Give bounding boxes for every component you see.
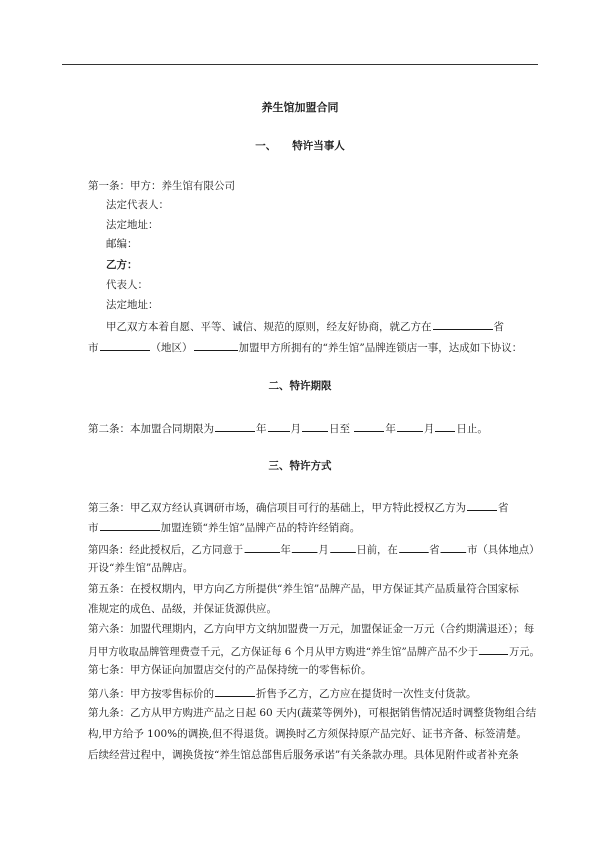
clause-4-line-1 <box>88 543 539 556</box>
preamble-region-word: （地区） <box>150 342 193 354</box>
clause-7-line: 第七条：甲方保证向加盟店交付的产品保持统一的零售标价。 <box>88 664 372 676</box>
clause-6-line-1: 第六条：加盟代理期内，乙方向甲方文纳加盟费一万元，加盟保证金一万元（合约期满退还）；每 <box>88 623 535 635</box>
start-day-blank[interactable] <box>302 422 328 432</box>
day-end-word: 日止。 <box>456 423 488 435</box>
party-a-name: 养生馆有限公司 <box>161 180 235 192</box>
clause-4-month-blank[interactable] <box>292 543 318 553</box>
clause-4-day-blank[interactable] <box>330 543 356 553</box>
preamble-line-2 <box>88 341 522 354</box>
clause-1-prefix: 第一条：甲方： <box>88 180 162 192</box>
preamble-text-2: 加盟甲方所拥有的“养生馆”品牌连锁店一事，达成如下协议： <box>238 342 523 354</box>
party-b-address-label: 法定地址： <box>106 299 159 311</box>
clause-3-line-2 <box>88 521 360 534</box>
end-day-blank[interactable] <box>435 422 455 432</box>
clause-9-line-2: 构,甲方给予 100%的调换,但不得退货。调换时乙方须保持原产品完好、证书齐备、标签清楚。 <box>88 728 528 740</box>
clause-3-text-1: 第三条：甲乙双方经认真调研市场，确信项目可行的基础上，甲方特此授权乙方为 <box>88 502 466 514</box>
header-rule <box>62 64 538 65</box>
clause-2-line <box>88 422 488 435</box>
clause-4-text-3: 市（具体地点） <box>467 544 540 556</box>
clause-8-text-1: 第八条：甲方按零售标价的 <box>88 688 214 700</box>
clause-3-province-word: 省 <box>498 502 509 514</box>
clause-3-province-blank[interactable] <box>467 501 497 511</box>
clause-4-month-word: 月 <box>318 544 329 556</box>
year-word-2: 年 <box>385 423 396 435</box>
end-month-blank[interactable] <box>397 422 423 432</box>
section-3-heading: 三、特许方式 <box>268 460 332 472</box>
clause-4-province-word: 省 <box>429 544 440 556</box>
clause-3-line-1 <box>88 501 509 514</box>
year-word-1: 年 <box>256 423 267 435</box>
clause-4-province-blank[interactable] <box>399 543 429 553</box>
discount-blank[interactable] <box>215 687 255 697</box>
region-blank[interactable] <box>194 341 238 351</box>
clause-8-text-2: 折售予乙方，乙方应在提货时一次性支付货款。 <box>256 688 477 700</box>
clause-4-line-2: 开设“养生馆”品牌店。 <box>88 562 194 574</box>
closing-line: 后续经营过程中，调换货按“养生馆总部售后服务承诺”有关条款办理。具体见附件或者补充条 <box>88 749 519 761</box>
clause-5-line-1: 第五条：在授权期内，甲方向乙方所提供“养生馆”品牌产品，甲方保证其产品质量符合国家标 <box>88 583 519 595</box>
section-2-heading: 二、特许期限 <box>268 380 332 392</box>
clause-2-text: 第二条：本加盟合同期限为 <box>88 423 214 435</box>
month-word-2: 月 <box>423 423 435 435</box>
day-to-word: 日至 <box>329 423 350 435</box>
clause-4-city-blank[interactable] <box>441 543 467 553</box>
clause-9-line-1: 第九条：乙方从甲方购进产品之日起 60 天内(蔬菜等例外)，可根据销售情况适时调整货物组合结 <box>88 707 537 719</box>
preamble-text-1: 甲乙双方本着自愿、平等、诚信、规范的原则，经友好协商，就乙方在 <box>106 321 432 333</box>
clause-6-amount-blank[interactable] <box>479 645 508 655</box>
province-blank[interactable] <box>433 320 493 330</box>
end-year-blank[interactable] <box>354 422 384 432</box>
preamble-line-1 <box>106 320 504 333</box>
clause-1-party-a <box>88 181 235 192</box>
start-year-blank[interactable] <box>215 422 255 432</box>
party-b-rep-label: 代表人： <box>106 279 148 291</box>
clause-4-year-word: 年 <box>280 544 291 556</box>
clause-6-unit: 万元。 <box>509 646 540 658</box>
clause-3-city-blank[interactable] <box>100 521 160 531</box>
clause-8-line <box>88 687 477 700</box>
clause-6-line-2 <box>88 645 540 658</box>
clause-6-text: 月甲方收取品牌管理费壹千元，乙方保证每 6 个月从甲方购进“养生馆”品牌产品不少于 <box>88 646 479 658</box>
preamble-city-word: 市 <box>88 342 99 354</box>
party-b-label: 乙方： <box>106 259 138 271</box>
preamble-province-word: 省 <box>493 321 504 333</box>
clause-5-line-2: 准规定的成色、品级，并保证货源供应。 <box>88 603 277 615</box>
contract-title: 养生馆加盟合同 <box>261 101 339 114</box>
start-month-blank[interactable] <box>268 422 290 432</box>
clause-4-year-blank[interactable] <box>244 543 279 553</box>
party-a-rep-label: 法定代表人： <box>106 199 169 211</box>
city-blank[interactable] <box>100 341 150 351</box>
section-1-number: 一、 <box>255 140 277 152</box>
section-1-heading <box>0 141 600 152</box>
party-a-address-label: 法定地址： <box>106 219 159 231</box>
party-a-zip-label: 邮编： <box>106 238 138 250</box>
month-word-1: 月 <box>290 423 301 435</box>
clause-4-text-2: 日前，在 <box>356 544 398 556</box>
clause-3-text-2: 加盟连锁“养生馆”品牌产品的特许经销商。 <box>160 522 361 534</box>
clause-3-city-word: 市 <box>88 522 99 534</box>
clause-4-text-1: 第四条：经此授权后，乙方同意于 <box>88 544 244 556</box>
section-1-title: 特许当事人 <box>292 140 345 152</box>
